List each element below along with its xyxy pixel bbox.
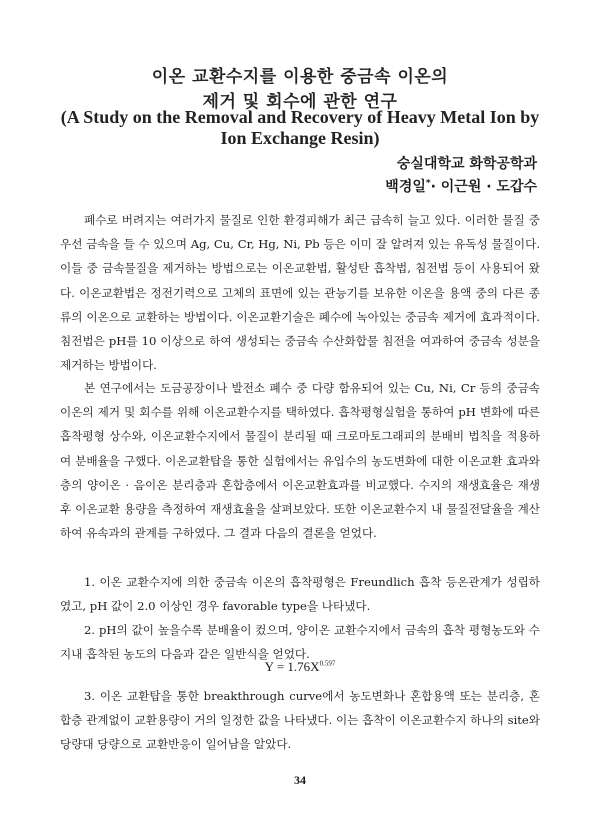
equation bbox=[0, 659, 600, 675]
equation-exponent: 0.597 bbox=[319, 659, 336, 668]
conclusion-item-3: 3. 이온 교환탑을 통한 breakthrough curve에서 농도변화나 혼합용액 또는 분리층, 혼합층 관계없이 교환용량이 거의 일정한 값을 나타냈다. 이는 흡착이 이온교환수지 하나의 site와 당량대 당량으로 교환반응이 일어남을 알았다. bbox=[60, 689, 540, 752]
corresponding-mark: * bbox=[425, 178, 431, 189]
conclusion-item-1: 1. 이온 교환수지에 의한 중금속 이온의 흡착평형은 Freundlich 흡착 등온관계가 성립하였고, pH 값이 2.0 이상인 경우 favorable type을 나타냈다. bbox=[60, 575, 540, 614]
page-number: 34 bbox=[294, 773, 306, 787]
title-english-line2: Ion Exchange Resin) bbox=[220, 128, 380, 148]
title-korean-line2: 제거 및 회수에 관한 연구 bbox=[202, 92, 398, 112]
first-author: 백경일 bbox=[385, 179, 426, 195]
abstract-paragraph-intro: 폐수로 버려지는 여러가지 물질로 인한 환경피해가 최근 급속히 늘고 있다. 이러한 물질 중 우선 금속을 들 수 있으며 Ag, Cu, Cr, Hg, Ni, Pb 등은 이미 잘 알려져 있는 유독성 물질이다. 이들 중 금속물질을 제거하는 방법으로는 이온교환법, 활성탄 흡착법, 침전법 등이 사용되어 왔다. 이온교환법은 정전기력으로 고체의 표면에 있는 관능기를 보유한 이온을 용액 중의 다른 종류의 이온으로 교환하는 방법이다. 이온교환기술은 폐수에 녹아있는 중금속 제거에 효과적이다. 침전법은 pH를 10 이상으로 하여 생성되는 중금속 수산화합물 침전을 여과하여 중금속 성분을 제거하는 방법이다. bbox=[60, 213, 540, 373]
affiliation: 숭실대학교 화학공학과 bbox=[396, 156, 537, 172]
title-english-line1: (A Study on the Removal and Recovery of Heavy Metal Ion by bbox=[60, 107, 540, 127]
equation-base: Y = 1.76X bbox=[264, 659, 320, 674]
other-authors: · 이근원 · 도갑수 bbox=[430, 179, 537, 195]
abstract-paragraph-method: 본 연구에서는 도금공장이나 발전소 폐수 중 다량 함유되어 있는 Cu, Ni, Cr 등의 중금속 이온의 제거 및 회수를 위해 이온교환수지를 택하였다. 흡착평형실험을 통하여 pH 변화에 따른 흡착평형 상수와, 이온교환수지에서 물질이 분리될 때 크로마토그래피의 분배비 법칙을 적용하여 분배율을 구했다. 이온교환탑을 통한 실험에서는 유입수의 농도변화에 대한 이온교환 효과와 층의 양이온 · 음이온 분리층과 혼합층에서 이온교환효과를 비교했다. 수지의 재생효율은 재생 후 이온교환 용량을 측정하여 재생효율을 살펴보았다. 또한 이온교환수지 내 물질전달율을 계산하여 유속과의 관계를 구하였다. 그 결과 다음의 결론을 얻었다. bbox=[60, 381, 540, 541]
conclusion-item-2: 2. pH의 값이 높을수록 분배율이 컸으며, 양이온 교환수지에서 금속의 흡착 평형농도와 수지내 흡착된 농도의 다음과 같은 일반식을 얻었다. bbox=[60, 623, 540, 662]
author-list bbox=[385, 176, 537, 196]
title-korean-line1: 이온 교환수지를 이용한 중금속 이온의 bbox=[151, 67, 449, 87]
